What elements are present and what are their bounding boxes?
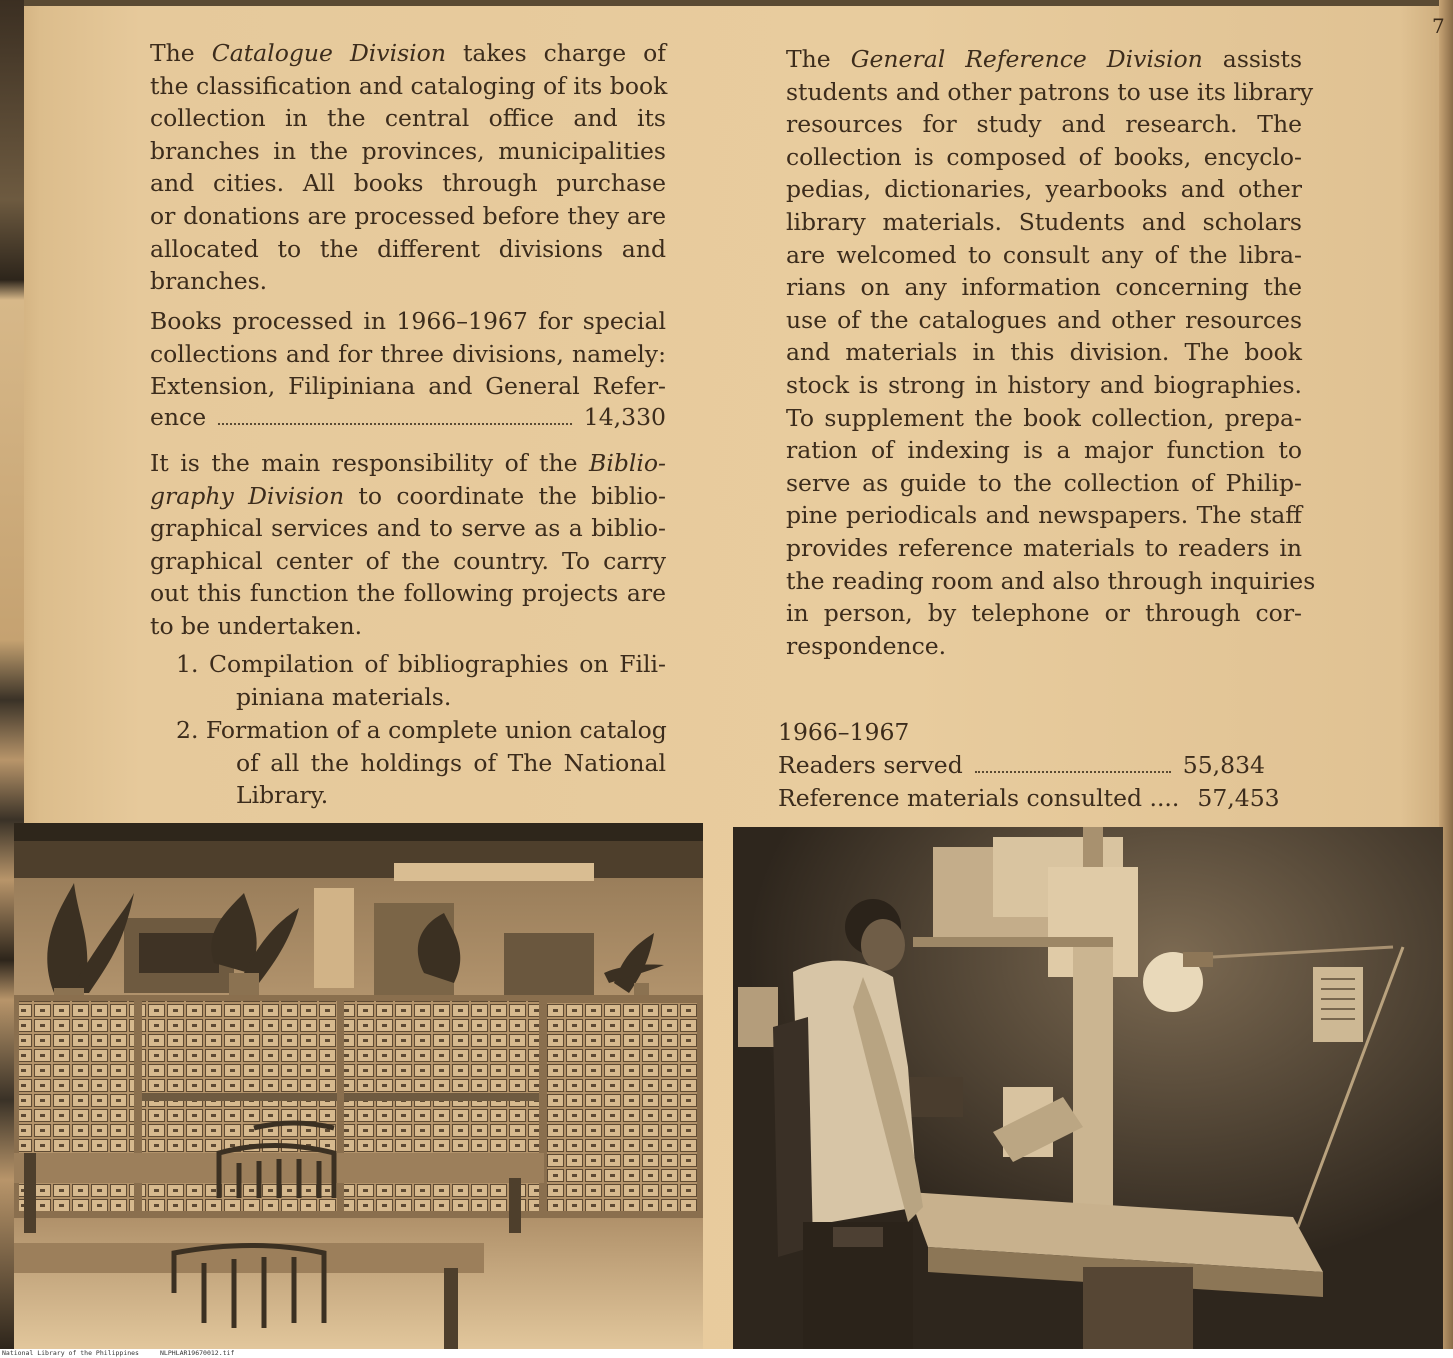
reference-materials-label: Reference materials consulted ....: [778, 784, 1180, 812]
project-line: of all the holdings of The National: [236, 748, 666, 777]
text-segment: in person, by telephone or through cor-: [786, 599, 1302, 628]
text-line: [786, 141, 1302, 174]
scan-footer: [0, 1349, 1453, 1358]
card-catalog-room-photo: [14, 823, 703, 1350]
text-segment: to be undertaken.: [150, 611, 363, 640]
text-line: [786, 173, 1302, 206]
text-segment: branches.: [150, 267, 268, 296]
text-segment: rians on any information concerning the: [786, 273, 1302, 302]
reproduction-camera-photo: [733, 827, 1443, 1350]
books-processed-paragraph: [150, 305, 666, 403]
text-line: collections and for three divisions, namely:: [150, 339, 666, 368]
scan-top-edge: [0, 0, 1453, 6]
text-segment: It is the main responsibility of the: [150, 449, 590, 477]
readers-served-value: 55,834: [1182, 751, 1265, 779]
text-segment: or donations are processed before they are: [150, 201, 666, 230]
text-line: [150, 265, 666, 298]
books-processed-value: 14,330: [583, 403, 666, 431]
text-segment: branches in the provinces, municipalities: [150, 136, 666, 165]
text-line: [786, 76, 1314, 109]
project-line: piniana materials.: [236, 682, 452, 711]
text-segment: serve as guide to the collection of Philip-: [786, 468, 1302, 497]
text-segment: collection in the central office and its: [150, 104, 666, 133]
text-segment: the classification and cataloging of its book: [150, 71, 668, 100]
project-line: 1. Compilation of bibliographies on Fili-: [176, 650, 666, 678]
project-line: 2. Formation of a complete union catalog: [176, 716, 667, 744]
text-segment: library materials. Students and scholars: [786, 207, 1302, 236]
text-segment: the reading room and also through inquiries: [786, 566, 1316, 595]
text-line: [786, 402, 1302, 435]
books-processed-total-row: [150, 403, 666, 431]
text-line: [786, 271, 1302, 304]
stats-year: 1966–1967: [778, 718, 910, 746]
text-line: [150, 512, 666, 545]
text-segment: and cities. All books through purchase: [150, 169, 666, 198]
italic-division-name: General Reference Division: [850, 45, 1203, 73]
text-line: [150, 447, 666, 480]
page-number: 7: [1432, 14, 1445, 38]
text-line: [150, 135, 666, 168]
reference-materials-value: 57,453: [1197, 784, 1280, 812]
text-line: [786, 43, 1302, 76]
italic-division-name: graphy Division: [150, 481, 345, 510]
text-segment: ration of indexing is a major function to: [786, 436, 1302, 465]
text-line: [786, 336, 1302, 369]
text-line: [150, 545, 666, 578]
text-line: [150, 610, 666, 643]
footer-left-text: National Library of the Philippines: [2, 1349, 139, 1357]
project-item-1: [176, 648, 666, 713]
readers-served-row: [778, 751, 1265, 779]
text-line: [786, 108, 1302, 141]
text-line: [786, 206, 1302, 239]
text-line: [786, 369, 1302, 402]
project-item-2: [176, 714, 666, 812]
text-segment: collection is composed of books, encyclo-: [786, 142, 1302, 171]
text-line: [786, 532, 1302, 565]
text-segment: out this function the following projects are: [150, 579, 666, 608]
text-segment: allocated to the different divisions and: [150, 234, 666, 263]
text-line: [786, 597, 1302, 630]
italic-division-name: Biblio-: [589, 449, 666, 477]
text-line: [786, 630, 1302, 663]
text-segment: assists: [1202, 45, 1303, 73]
text-line: Extension, Filipiniana and General Refer-: [150, 372, 666, 401]
text-segment: respondence.: [786, 631, 947, 660]
text-segment: to coordinate the biblio-: [344, 481, 666, 510]
text-line: [150, 233, 666, 266]
text-segment: The: [786, 45, 851, 73]
text-segment: students and other patrons to use its library: [786, 77, 1314, 106]
text-segment: provides reference materials to readers in: [786, 533, 1302, 562]
footer-right-text: NLPHLAR19670012.tif: [160, 1349, 235, 1357]
text-line: [150, 577, 666, 610]
text-segment: pedias, dictionaries, yearbooks and other: [786, 175, 1302, 204]
italic-division-name: Catalogue Division: [211, 39, 446, 67]
text-line: [786, 434, 1302, 467]
text-segment: To supplement the book collection, prepa-: [786, 403, 1302, 432]
general-reference-division-paragraph: [786, 43, 1316, 662]
text-line: [150, 200, 666, 233]
text-segment: resources for study and research. The: [786, 110, 1302, 139]
bibliography-division-paragraph: [150, 447, 666, 643]
project-line: Library.: [236, 781, 329, 810]
text-line: [786, 565, 1316, 598]
text-line: [786, 467, 1302, 500]
text-segment: stock is strong in history and biographies.: [786, 370, 1302, 399]
text-line: [150, 70, 666, 103]
text-segment: and materials in this division. The book: [786, 338, 1302, 367]
readers-served-label: Readers served: [778, 751, 963, 779]
dot-leader: [975, 771, 1171, 773]
text-segment: graphical center of the country. To carry: [150, 546, 666, 575]
text-line: [786, 304, 1302, 337]
catalogue-division-paragraph: [150, 37, 666, 298]
text-line: [150, 480, 666, 513]
text-segment: are welcomed to consult any of the libra-: [786, 240, 1302, 269]
text-line: [150, 102, 666, 135]
text-line: [150, 37, 666, 70]
dot-leader: [218, 423, 572, 425]
books-processed-label: ence: [150, 403, 207, 431]
text-line: Books processed in 1966–1967 for special: [150, 307, 666, 335]
text-line: [786, 499, 1302, 532]
text-segment: pine periodicals and newspapers. The staff: [786, 501, 1302, 530]
text-segment: The: [150, 39, 212, 67]
reference-materials-row: [778, 784, 1280, 812]
text-segment: takes charge of: [445, 39, 666, 67]
text-line: [786, 239, 1302, 272]
text-segment: use of the catalogues and other resources: [786, 305, 1302, 334]
text-segment: graphical services and to serve as a biblio-: [150, 514, 666, 543]
text-line: [150, 167, 666, 200]
